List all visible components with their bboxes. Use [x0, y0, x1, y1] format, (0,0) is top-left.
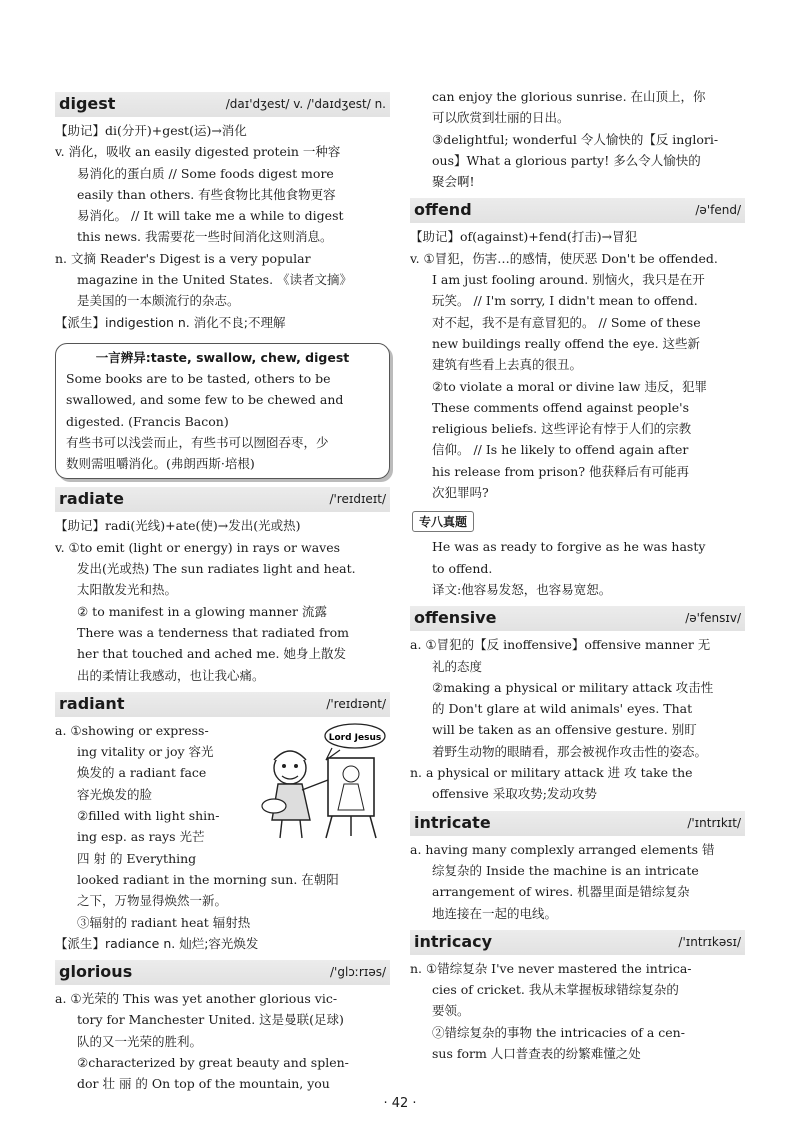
- entry-glorious-continued: [410, 86, 745, 192]
- headword-bar-radiate: [55, 487, 390, 512]
- definition-line: dor 壮 丽 的 On top of the mountain, you: [77, 1076, 330, 1092]
- definition-line: ing vitality or joy 容光: [77, 744, 214, 760]
- headword: intricacy: [414, 931, 493, 951]
- definition-line: her that touched and ached me. 她身上散发: [77, 646, 346, 662]
- left-column: [55, 86, 390, 1095]
- quote-line: 数则需咀嚼消化。(弗朗西斯·培根): [66, 456, 255, 472]
- definition-line: 要领。: [432, 1003, 470, 1019]
- definition-line: 出的柔情让我感动，也让我心痛。: [77, 667, 265, 683]
- headword: radiate: [59, 489, 124, 509]
- definition-line: 建筑有些看上去真的很丑。: [432, 357, 583, 373]
- definition-line: n. ①错综复杂 I've never mastered the intrica-: [410, 960, 692, 976]
- definition-line: 的 Don't glare at wild animals' eyes. That: [432, 701, 693, 717]
- headword: offend: [414, 200, 472, 220]
- pronunciation: /ə'fensɪv/: [685, 611, 741, 626]
- definition-line: I am just fooling around. 别恼火，我只是在开: [432, 272, 705, 288]
- headword-bar-offensive: [410, 606, 745, 631]
- headword-bar-intricacy: [410, 930, 745, 955]
- definition-line: 焕发的 a radiant face: [77, 765, 207, 781]
- entry-glorious: [55, 988, 390, 1094]
- headword: glorious: [59, 962, 133, 982]
- definition-line: a. ①光荣的 This was yet another glorious vic-: [55, 991, 338, 1007]
- definition-line: ②错综复杂的事物 the intricacies of a cen-: [432, 1024, 685, 1040]
- definition-line: There was a tenderness that radiated from: [77, 624, 349, 640]
- exam-line: He was as ready to forgive as he was hasty: [432, 539, 706, 555]
- definition-line: 容光焕发的脸: [77, 786, 153, 802]
- definition-line: new buildings really offend the eye. 这些新: [432, 335, 701, 351]
- definition-line: 之下，万物显得焕然一新。: [77, 893, 228, 909]
- definition-line: 易消化的蛋白质 // Some foods digest more: [77, 165, 334, 181]
- definition-line: ②filled with light shin-: [77, 808, 220, 824]
- definition-line: ing esp. as rays 光芒: [77, 829, 205, 845]
- definition-line: can enjoy the glorious sunrise. 在山顶上，你: [432, 89, 706, 104]
- pronunciation: /'reɪdɪənt/: [326, 696, 386, 711]
- derivative-line: 【派生】indigestion n. 消化不良;不理解: [55, 314, 286, 330]
- quote-line: swallowed, and some few to be chewed and: [66, 392, 344, 408]
- definition-line: ② to manifest in a glowing manner 流露: [77, 603, 327, 619]
- entry-intricate: [410, 839, 745, 924]
- entry-radiate: [55, 515, 390, 685]
- headword-bar-intricate: [410, 811, 745, 836]
- definition-line: ③delightful; wonderful 令人愉快的【反 inglori-: [432, 131, 719, 147]
- definition-line: 综复杂的 Inside the machine is an intricate: [432, 862, 699, 878]
- definition-line: cies of cricket. 我从未掌握板球错综复杂的: [432, 982, 679, 998]
- headword: intricate: [414, 812, 491, 832]
- definition-line: ③辐射的 radiant heat 辐射热: [77, 914, 251, 930]
- definition-line: 是美国的一本颇流行的杂志。: [77, 293, 240, 309]
- definition-line: a. ①冒犯的【反 inoffensive】offensive manner 无: [410, 637, 711, 653]
- definition-line: 玩笑。 // I'm sorry, I didn't mean to offend.: [432, 293, 698, 309]
- definition-line: 次犯罪吗?: [432, 485, 489, 501]
- exam-tag: 专八真题: [412, 511, 474, 532]
- headword: digest: [59, 94, 116, 113]
- quote-line: 有些书可以浅尝而止，有些书可以囫囵吞枣，少: [66, 434, 329, 450]
- definition-line: arrangement of wires. 机器里面是错综复杂: [432, 884, 690, 900]
- mnemonic-line: 【助记】di(分开)+gest(运)→消化: [55, 123, 247, 138]
- definition-line: offensive 采取攻势;发动攻势: [432, 786, 597, 802]
- derivative-line: 【派生】radiance n. 灿烂;容光焕发: [55, 935, 259, 951]
- definition-line: ②to violate a moral or divine law 违反，犯罪: [432, 378, 707, 394]
- headword-bar-offend: [410, 198, 745, 223]
- definition-line: v. ①冒犯，伤害…的感情，使厌恶 Don't be offended.: [410, 250, 718, 266]
- definition-line: religious beliefs. 这些评论有悖于人们的宗教: [432, 421, 692, 437]
- quote-line: digested. (Francis Bacon): [66, 413, 229, 429]
- definition-line: 地连接在一起的电线。: [432, 905, 558, 921]
- right-column: [410, 86, 745, 1064]
- definition-line: ②characterized by great beauty and splen-: [77, 1054, 349, 1070]
- definition-line: 四 射 的 Everything: [77, 850, 197, 866]
- exam-line: to offend.: [432, 560, 493, 576]
- definition-line: a. ①showing or express-: [55, 722, 209, 738]
- headword: radiant: [59, 693, 125, 713]
- distinction-title: 一言辨异:taste, swallow, chew, digest: [95, 349, 350, 365]
- definition-line: 礼的态度: [432, 658, 483, 674]
- definition-line: v. ①to emit (light or energy) in rays or waves: [55, 539, 341, 555]
- page-number: · 42 ·: [383, 1096, 417, 1111]
- headword-bar-digest: [55, 92, 390, 117]
- definition-line: a. having many complexly arranged elements 错: [410, 841, 715, 857]
- definition-line: 易消化。 // It will take me a while to digest: [77, 208, 344, 224]
- definition-line: 发出(光或热) The sun radiates light and heat.: [77, 561, 356, 577]
- pronunciation: /ə'fend/: [695, 203, 741, 218]
- definition-line: 聚会啊!: [432, 174, 475, 190]
- headword-bar-radiant: [55, 692, 390, 717]
- definition-line: magazine in the United States. 《读者文摘》: [77, 272, 353, 288]
- definition-line: tory for Manchester United. 这是曼联(足球): [77, 1012, 344, 1028]
- distinction-box: [55, 343, 390, 479]
- definition-line: These comments offend against people's: [432, 399, 690, 415]
- headword-bar-glorious: [55, 960, 390, 985]
- definition-line: v. 消化，吸收 an easily digested protein 一种容: [55, 144, 341, 160]
- pronunciation: /'ɪntrɪkəsɪ/: [678, 934, 741, 949]
- cartoon-caption: Lord Jesus: [328, 732, 382, 743]
- pronunciation: /daɪ'dʒest/ v. /'daɪdʒest/ n.: [225, 97, 386, 111]
- definition-line: 对不起，我不是有意冒犯的。 // Some of these: [432, 314, 701, 330]
- definition-line: this news. 我需要花一些时间消化这则消息。: [77, 229, 333, 245]
- pronunciation: /'ɪntrɪkɪt/: [687, 815, 741, 830]
- headword: offensive: [414, 608, 497, 628]
- definition-line: n. a physical or military attack 进 攻 take the: [410, 765, 693, 781]
- entry-offend: [410, 226, 745, 503]
- exam-section: [410, 503, 745, 600]
- definition-line: 队的又一光荣的胜利。: [77, 1033, 203, 1049]
- quote-line: Some books are to be tasted, others to be: [66, 370, 331, 386]
- mnemonic-line: 【助记】radi(光线)+ate(使)→发出(光或热): [55, 518, 301, 534]
- definition-line: looked radiant in the morning sun. 在朝阳: [77, 871, 339, 887]
- definition-line: ous】What a glorious party! 多么令人愉快的: [432, 152, 701, 168]
- entry-digest: [55, 120, 390, 333]
- definition-line: his release from prison? 他获释后有可能再: [432, 463, 690, 479]
- painter-cartoon-illustration: [260, 720, 390, 840]
- definition-line: will be taken as an offensive gesture. 别盯: [432, 722, 697, 738]
- definition-line: sus form 人口普查表的纷繁难懂之处: [432, 1045, 641, 1061]
- entry-intricacy: [410, 958, 745, 1064]
- entry-offensive: [410, 634, 745, 804]
- exam-translation: 译文:他容易发怒，也容易宽恕。: [432, 581, 612, 597]
- pronunciation: /'reɪdɪeɪt/: [329, 492, 386, 507]
- definition-line: n. 文摘 Reader's Digest is a very popular: [55, 250, 311, 266]
- mnemonic-line: 【助记】of(against)+fend(打击)→冒犯: [410, 229, 638, 245]
- definition-line: ②making a physical or military attack 攻击性: [432, 679, 714, 695]
- entry-radiant: [55, 720, 390, 954]
- definition-line: 可以欣赏到壮丽的日出。: [432, 110, 570, 126]
- definition-line: 着野生动物的眼睛看，那会被视作攻击性的姿态。: [432, 743, 708, 759]
- definition-line: 太阳散发光和热。: [77, 582, 178, 598]
- pronunciation: /'glɔːrɪəs/: [330, 965, 386, 980]
- definition-line: 信仰。 // Is he likely to offend again after: [432, 442, 689, 458]
- definition-line: easily than others. 有些食物比其他食物更容: [77, 186, 336, 202]
